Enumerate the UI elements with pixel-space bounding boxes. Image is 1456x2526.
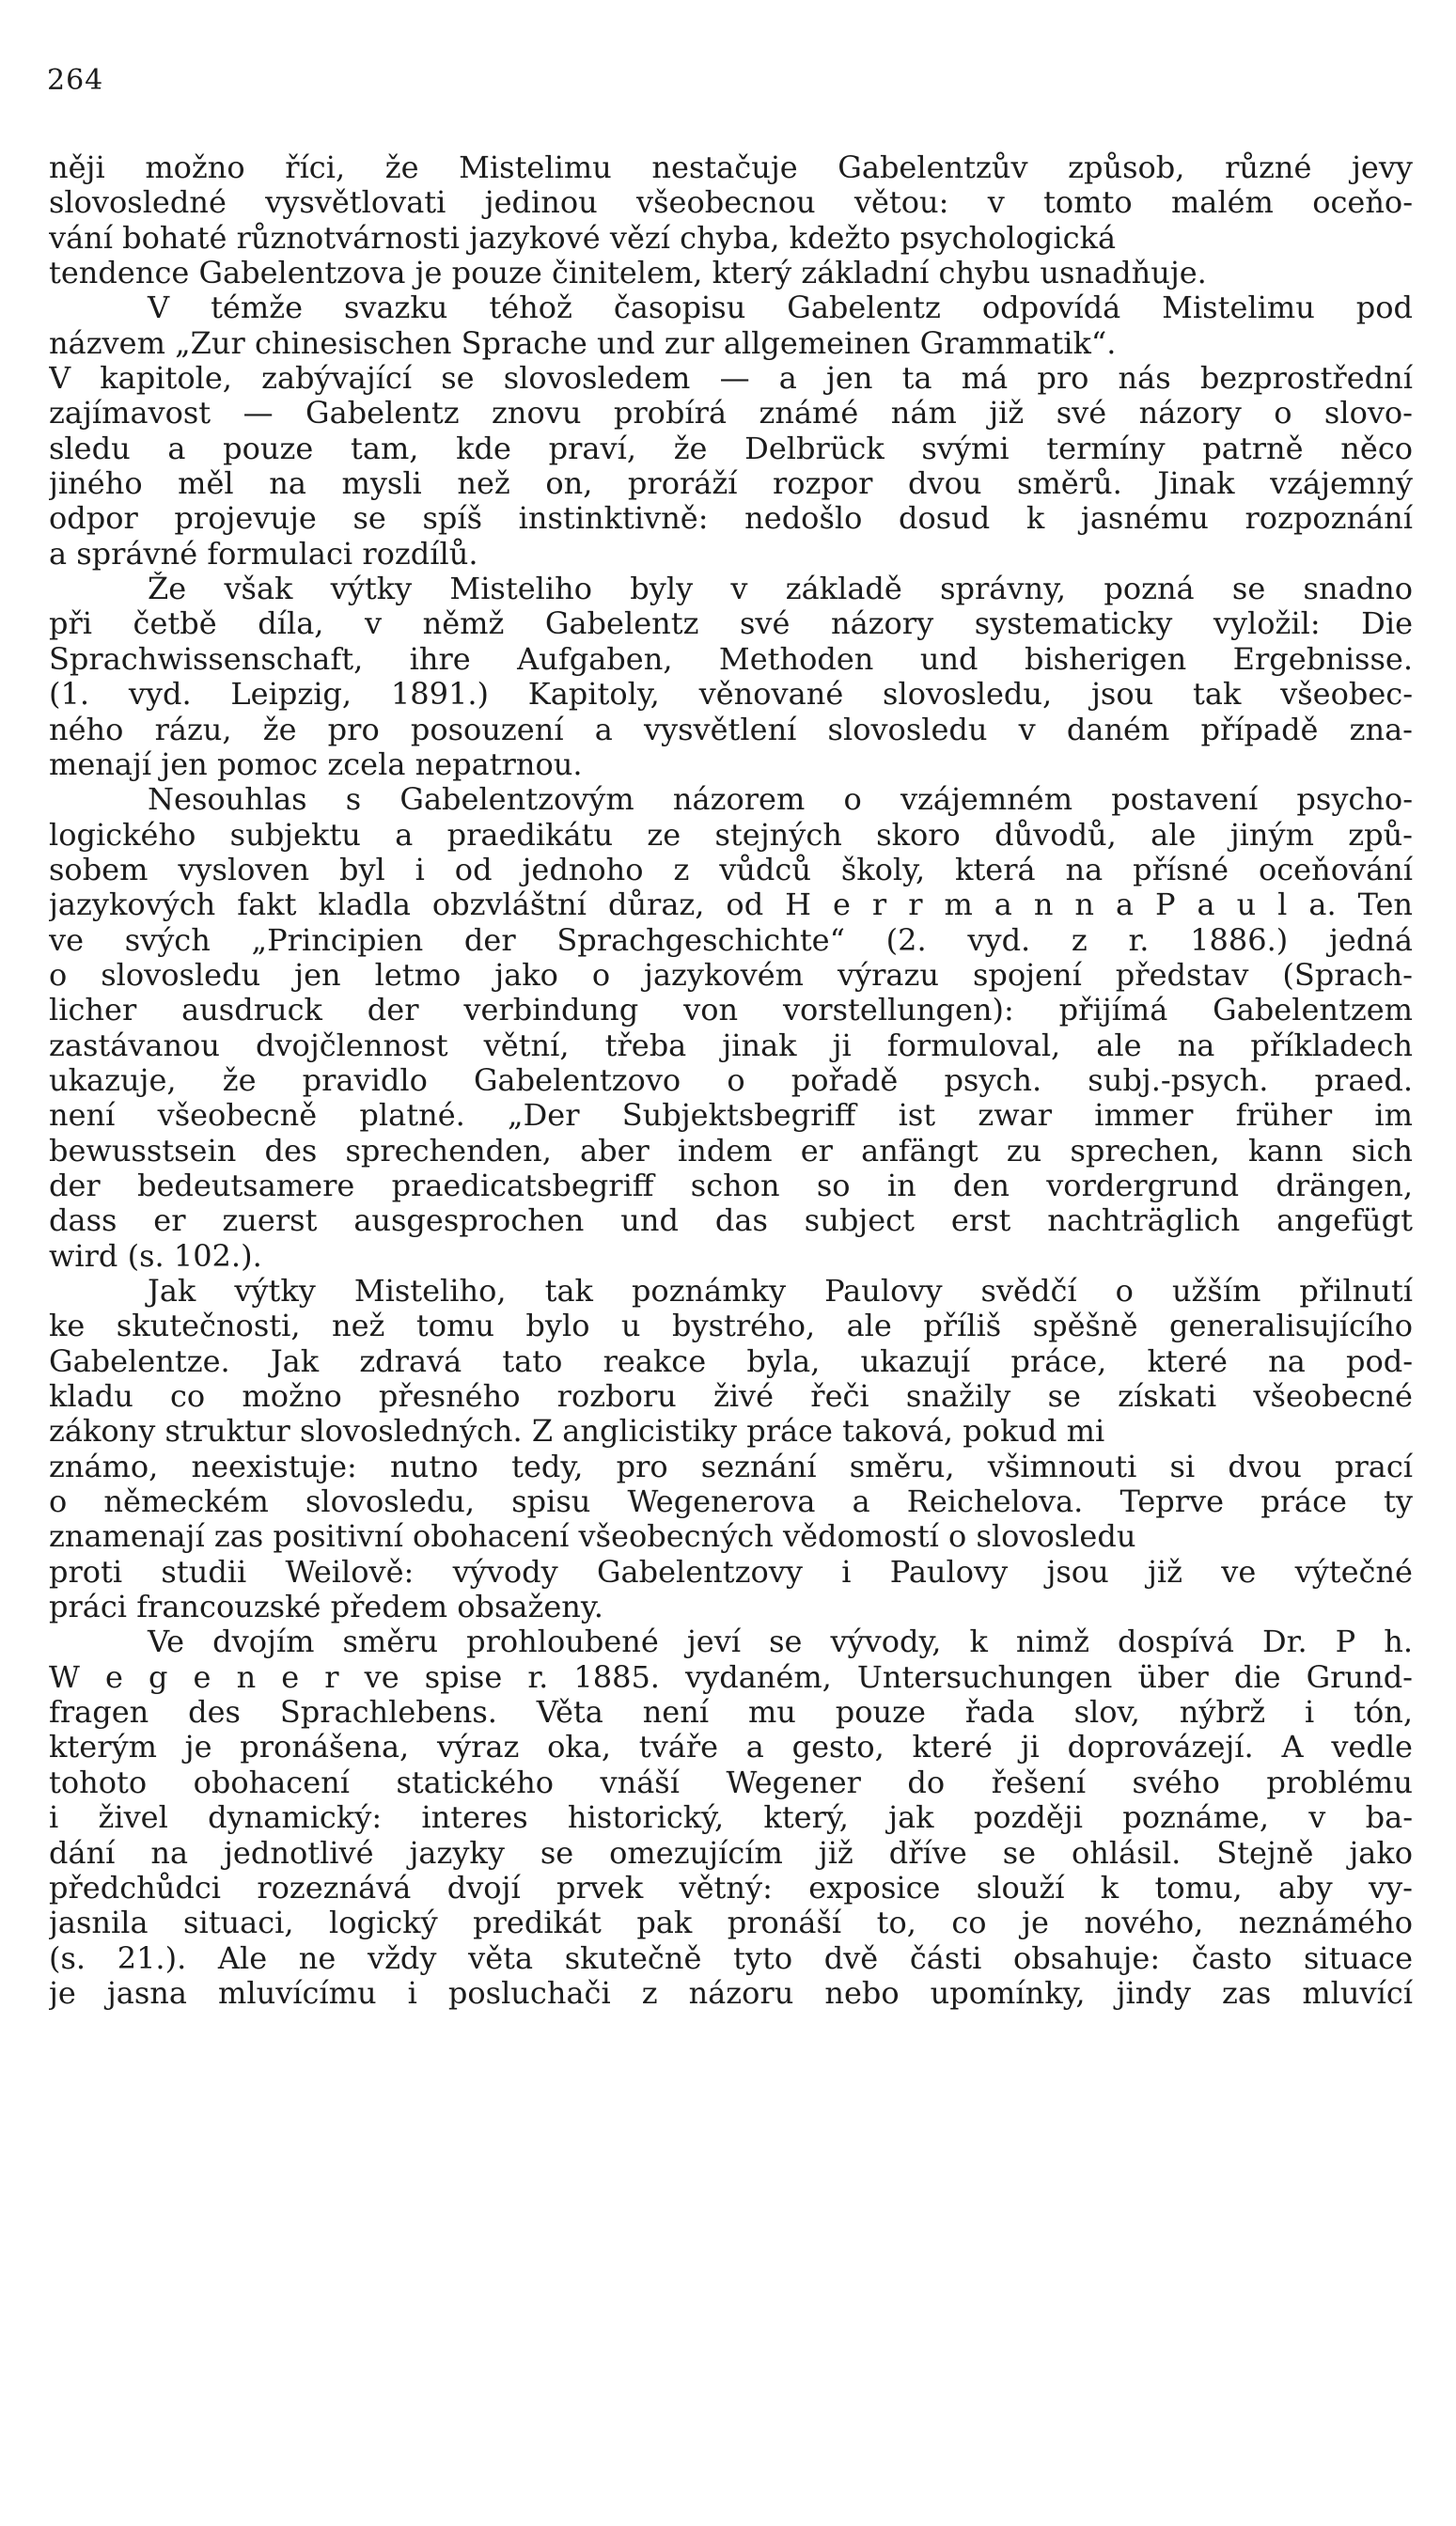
text-line: jazykových fakt kladla obzvláštní důraz, od H e r r m a n n a P a u l a. Ten (49, 887, 1413, 923)
text-line: Gabelentze. Jak zdravá tato reakce byla, ukazují práce, které na pod- (49, 1343, 1413, 1379)
text-line: ke skutečnosti, než tomu bylo u bystrého, ale příliš spěšně generalisujícího (49, 1309, 1413, 1344)
text-line: není všeobecně platné. „Der Subjektsbegriff ist zwar immer früher im (49, 1098, 1413, 1134)
text-line: práci francouzské předem obsaženy. (49, 1590, 603, 1625)
text-line: bewusstsein des sprechenden, aber indem er anfängt zu sprechen, kann sich (49, 1133, 1413, 1169)
text-line: logického subjektu a praedikátu ze stejných skoro důvodů, ale jiným způ- (49, 817, 1413, 853)
text-line: der bedeutsamere praedicatsbegriff schon so in den vordergrund drängen, (49, 1168, 1413, 1203)
text-line: V kapitole, zabývající se slovosledem — a jen ta má pro nás bezprostřední (49, 361, 1413, 397)
text-line: předchůdci rozeznává dvojí prvek větný: exposice slouží k tomu, aby vy- (49, 1870, 1413, 1906)
text-line: menají jen pomoc zcela nepatrnou. (49, 746, 583, 782)
text-line: proti studii Weilově: vývody Gabelentzovy i Paulovy jsou již ve výtečné (49, 1554, 1413, 1590)
paragraph-start-line: V témže svazku téhož časopisu Gabelentz odpovídá Mistelimu pod (148, 290, 1413, 326)
text-line: dání na jednotlivé jazyky se omezujícím již dříve se ohlásil. Stejně jako (49, 1835, 1413, 1871)
paragraph-start-line: Že však výtky Misteliho byly v základě správny, pozná se snadno (148, 572, 1413, 607)
text-line: známo, neexistuje: nutno tedy, pro seznání směru, všimnouti si dvou prací (49, 1449, 1413, 1484)
text-line: slovosledné vysvětlovati jedinou všeobecnou větou: v tomto malém oceňo- (49, 185, 1413, 221)
text-line: o německém slovosledu, spisu Wegenerova a Reichelova. Teprve práce ty (49, 1484, 1413, 1520)
text-line: licher ausdruck der verbindung von vorstellungen): přijímá Gabelentzem (49, 993, 1413, 1028)
text-line: o slovosledu jen letmo jako o jazykovém výrazu spojení představ (Sprach- (49, 957, 1413, 993)
text-line: je jasna mluvícímu i posluchači z názoru nebo upomínky, jindy zas mluvící (49, 1975, 1413, 2011)
text-line: sobem vysloven byl i od jednoho z vůdců školy, která na přísné oceňování (49, 852, 1413, 887)
text-line: (1. vyd. Leipzig, 1891.) Kapitoly, věnované slovosledu, jsou tak všeobec- (49, 677, 1413, 713)
text-line: fragen des Sprachlebens. Věta není mu pouze řada slov, nýbrž i tón, (49, 1695, 1413, 1731)
text-line: i živel dynamický: interes historický, který, jak později poznáme, v ba- (49, 1800, 1413, 1836)
text-line: a správné formulaci rozdílů. (49, 536, 478, 572)
paragraph-start-line: Nesouhlas s Gabelentzovým názorem o vzájemném postavení psycho- (148, 782, 1413, 818)
text-line: zákony struktur slovosledných. Z anglicistiky práce taková, pokud mi (49, 1414, 1105, 1450)
text-line: dass er zuerst ausgesprochen und das subject erst nachträglich angefügt (49, 1203, 1413, 1239)
text-line: kterým je pronášena, výraz oka, tváře a gesto, které ji doprovázejí. A vedle (49, 1730, 1413, 1765)
text-line: zajímavost — Gabelentz znovu probírá známé nám již své názory o slovo- (49, 396, 1413, 431)
text-line: při četbě díla, v němž Gabelentz své názory systematicky vyložil: Die (49, 606, 1413, 642)
body-text (49, 150, 1413, 2011)
text-line: tohoto obohacení statického vnáší Wegener do řešení svého problému (49, 1765, 1413, 1800)
text-line: názvem „Zur chinesischen Sprache und zur allgemeinen Grammatik“. (49, 325, 1117, 361)
text-line: W e g e n e r ve spise r. 1885. vydaném, Untersuchungen über die Grund- (49, 1659, 1413, 1695)
text-line: jiného měl na mysli než on, proráží rozpor dvou směrů. Jinak vzájemný (49, 466, 1413, 502)
text-line: tendence Gabelentzova je pouze činitelem, který základní chybu usnadňuje. (49, 256, 1207, 291)
paragraph-start-line: Ve dvojím směru prohloubené jeví se vývody, k nimž dospívá Dr. P h. (148, 1624, 1413, 1660)
text-line: odpor projevuje se spíš instinktivně: nedošlo dosud k jasnému rozpoznání (49, 501, 1413, 537)
text-line: znamenají zas positivní obohacení všeobecných vědomostí o slovosledu (49, 1519, 1136, 1555)
text-line: kladu co možno přesného rozboru živé řeči snažily se získati všeobecné (49, 1379, 1413, 1415)
page-number: 264 (47, 64, 104, 97)
text-line: sledu a pouze tam, kde praví, že Delbrück svými termíny patrně něco (49, 431, 1413, 466)
text-line: jasnila situaci, logický predikát pak pronáší to, co je nového, neznámého (49, 1906, 1413, 1941)
text-line: (s. 21.). Ale ne vždy věta skutečně tyto dvě části obsahuje: často situace (49, 1940, 1413, 1976)
text-line: ukazuje, že pravidlo Gabelentzovo o pořadě psych. subj.-psych. praed. (49, 1062, 1413, 1098)
text-line: něji možno říci, že Mistelimu nestačuje Gabelentzův způsob, různé jevy (49, 150, 1413, 185)
text-line: zastávanou dvojčlennost větní, třeba jinak ji formuloval, ale na příkladech (49, 1028, 1413, 1063)
text-line: ve svých „Principien der Sprachgeschichte“ (2. vyd. z r. 1886.) jedná (49, 922, 1413, 958)
text-line: Sprachwissenschaft, ihre Aufgaben, Methoden und bisherigen Ergebnisse. (49, 641, 1413, 677)
text-line: wird (s. 102.). (49, 1238, 262, 1274)
text-line: vání bohaté různotvárnosti jazykové vězí chyba, kdežto psychologická (49, 220, 1117, 256)
paragraph-start-line: Jak výtky Misteliho, tak poznámky Paulovy svědčí o užším přilnutí (148, 1274, 1413, 1309)
text-line: ného rázu, že pro posouzení a vysvětlení slovosledu v daném případě zna- (49, 712, 1413, 747)
